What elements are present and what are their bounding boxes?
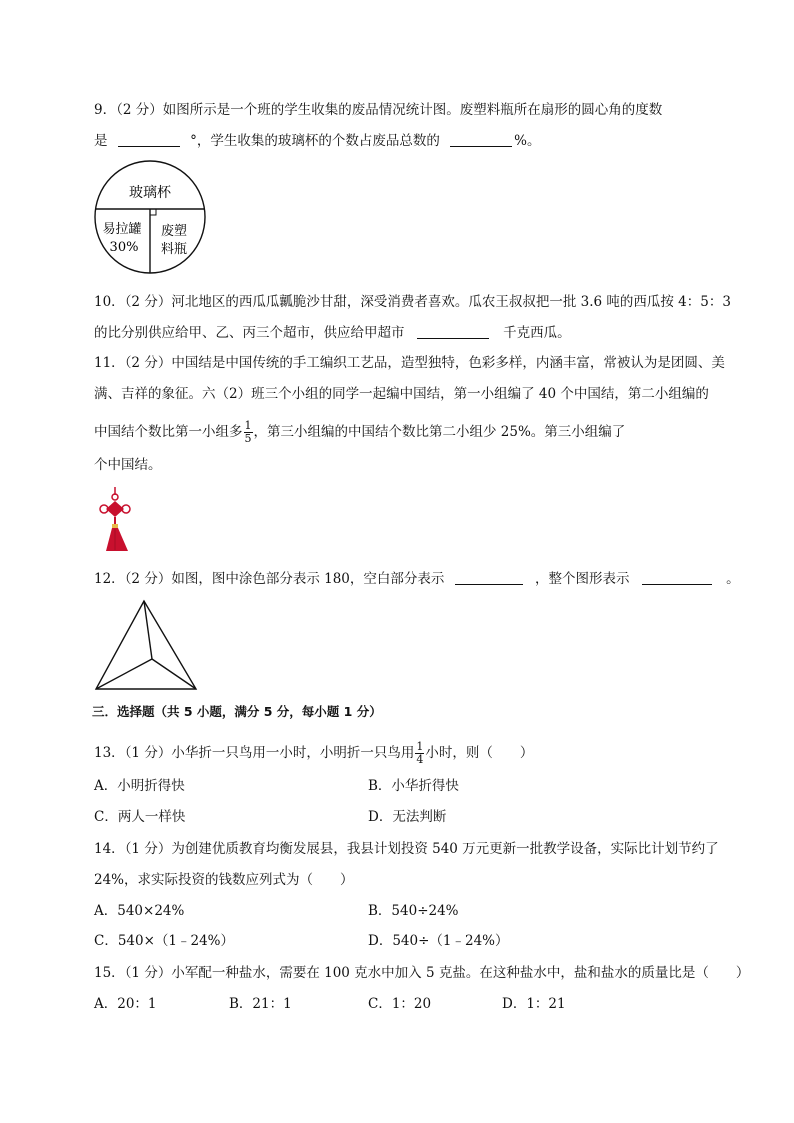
q10-text-2a: 的比分别供应给甲、乙、丙三个超市，供应给甲超市 bbox=[94, 325, 405, 341]
pie-label-glass: 玻璃杯 bbox=[129, 185, 171, 201]
q12-score: （2 分） bbox=[124, 571, 172, 587]
q10-score: （2 分） bbox=[124, 294, 172, 310]
q9-pie-figure bbox=[92, 160, 212, 278]
q15-option-c[interactable]: C．1：20 bbox=[368, 996, 432, 1012]
q10-text-1: 河北地区的西瓜瓜瓤脆沙甘甜，深受消费者喜欢。瓜农王叔叔把一批 3.6 吨的西瓜按 4：5：3 bbox=[171, 294, 731, 310]
chinese-knot-icon bbox=[92, 487, 138, 553]
q12-text-c: 。 bbox=[726, 571, 740, 587]
q9-line-1 bbox=[94, 101, 662, 119]
q12-line-1 bbox=[94, 570, 740, 588]
q15-option-d[interactable]: D．1：21 bbox=[502, 996, 566, 1012]
q12-answer-blank-1[interactable] bbox=[455, 570, 523, 585]
q9-score: （2 分） bbox=[116, 102, 163, 118]
q14-score: （1 分） bbox=[124, 841, 172, 857]
q14-line-2 bbox=[94, 871, 354, 889]
q11-text-1: 中国结是中国传统的手工编织工艺品，造型独特，色彩多样，内涵丰富，常被认为是团圆、美 bbox=[171, 355, 725, 371]
q12-number: 12． bbox=[94, 571, 125, 587]
q11-line-1 bbox=[94, 354, 725, 372]
q13-option-d[interactable]: D．无法判断 bbox=[368, 809, 447, 825]
q11-score: （2 分） bbox=[124, 355, 172, 371]
q10-line-1 bbox=[94, 293, 731, 311]
q11-text-4: 个中国结。 bbox=[94, 457, 162, 473]
q10-line-2 bbox=[94, 324, 571, 342]
q13-fraction-numerator: 1 bbox=[416, 740, 424, 753]
q9-line-2 bbox=[94, 132, 540, 150]
q14-text-2: 24%，求实际投资的钱数应列式为（ ） bbox=[94, 872, 354, 888]
pie-label-can: 易拉罐 bbox=[102, 222, 142, 237]
q11-line-2 bbox=[94, 385, 709, 403]
q14-option-a[interactable]: A．540×24% bbox=[94, 903, 185, 919]
q11-line-4 bbox=[94, 456, 162, 474]
q15-option-b[interactable]: B．21：1 bbox=[229, 996, 292, 1012]
q11-fraction-denominator: 5 bbox=[244, 432, 252, 445]
q9-text-1: 如图所示是一个班的学生收集的废品情况统计图。废塑料瓶所在扇形的圆心角的度数 bbox=[162, 102, 663, 118]
q9-answer-blank-1[interactable] bbox=[118, 132, 180, 147]
q15-option-a[interactable]: A．20：1 bbox=[94, 996, 157, 1012]
q13-score: （1 分） bbox=[124, 745, 172, 761]
q12-triangle-figure bbox=[92, 597, 202, 693]
q14-number: 14． bbox=[94, 841, 125, 857]
q12-text-a: 如图，图中涂色部分表示 180，空白部分表示 bbox=[171, 571, 445, 587]
q12-text-b: ，整个图形表示 bbox=[534, 571, 630, 587]
q10-answer-blank[interactable] bbox=[417, 324, 489, 339]
q13-line-1 bbox=[94, 741, 533, 766]
q9-text-2a: 是 bbox=[94, 133, 108, 149]
q13-option-b[interactable]: B．小华折得快 bbox=[368, 778, 459, 794]
q12-answer-blank-2[interactable] bbox=[642, 570, 712, 585]
q14-option-c[interactable]: C．540×（1﹣24%） bbox=[94, 933, 235, 949]
q9-answer-blank-2[interactable] bbox=[450, 132, 512, 147]
q11-text-3b: ，第三小组编的中国结个数比第二小组少 25%。第三小组编了 bbox=[253, 424, 626, 440]
q11-text-3a: 中国结个数比第一小组多 bbox=[94, 424, 243, 440]
q14-text-1: 为创建优质教育均衡发展县，我县计划投资 540 万元更新一批教学设备，实际比计划节约了 bbox=[171, 841, 719, 857]
q11-line-3 bbox=[94, 420, 625, 445]
q11-fraction-numerator: 1 bbox=[244, 419, 252, 432]
q11-number: 11． bbox=[94, 355, 125, 371]
q13-text-a: 小华折一只鸟用一小时，小明折一只鸟用 bbox=[171, 745, 415, 761]
q15-line-1 bbox=[94, 964, 749, 982]
q9-text-2b: ，学生收集的玻璃杯的个数占废品总数的 bbox=[196, 133, 440, 149]
q15-score: （1 分） bbox=[124, 965, 172, 981]
pie-label-bottle-1: 废塑 bbox=[160, 224, 188, 239]
q9-percent: %。 bbox=[514, 133, 541, 149]
q13-text-b: 小时，则（ ） bbox=[425, 745, 534, 761]
q15-number: 15． bbox=[94, 965, 125, 981]
q13-fraction-denominator: 4 bbox=[416, 753, 424, 766]
q13-option-a[interactable]: A．小明折得快 bbox=[94, 778, 185, 794]
q13-fraction bbox=[415, 741, 424, 766]
q14-line-1 bbox=[94, 840, 719, 858]
q9-number: 9． bbox=[94, 102, 117, 118]
q10-number: 10． bbox=[94, 294, 125, 310]
q13-number: 13． bbox=[94, 745, 125, 761]
section-3-title: 三．选择题（共 5 小题，满分 5 分，每小题 1 分） bbox=[92, 704, 382, 719]
pie-label-can-percent: 30% bbox=[109, 240, 139, 255]
pie-label-bottle-2: 料瓶 bbox=[160, 242, 188, 257]
q15-text-1: 小军配一种盐水，需要在 100 克水中加入 5 克盐。在这种盐水中，盐和盐水的质量比是（ ） bbox=[171, 965, 750, 981]
q11-fraction bbox=[244, 420, 253, 445]
q9-degree: ° bbox=[190, 133, 197, 149]
q10-text-2b: 千克西瓜。 bbox=[503, 325, 571, 341]
q13-option-c[interactable]: C．两人一样快 bbox=[94, 809, 186, 825]
q14-option-b[interactable]: B．540÷24% bbox=[368, 903, 459, 919]
q14-option-d[interactable]: D．540÷（1﹣24%） bbox=[368, 933, 509, 949]
q11-text-2: 满、吉祥的象征。六（2）班三个小组的同学一起编中国结，第一小组编了 40 个中国结，第二小组编的 bbox=[94, 386, 709, 402]
